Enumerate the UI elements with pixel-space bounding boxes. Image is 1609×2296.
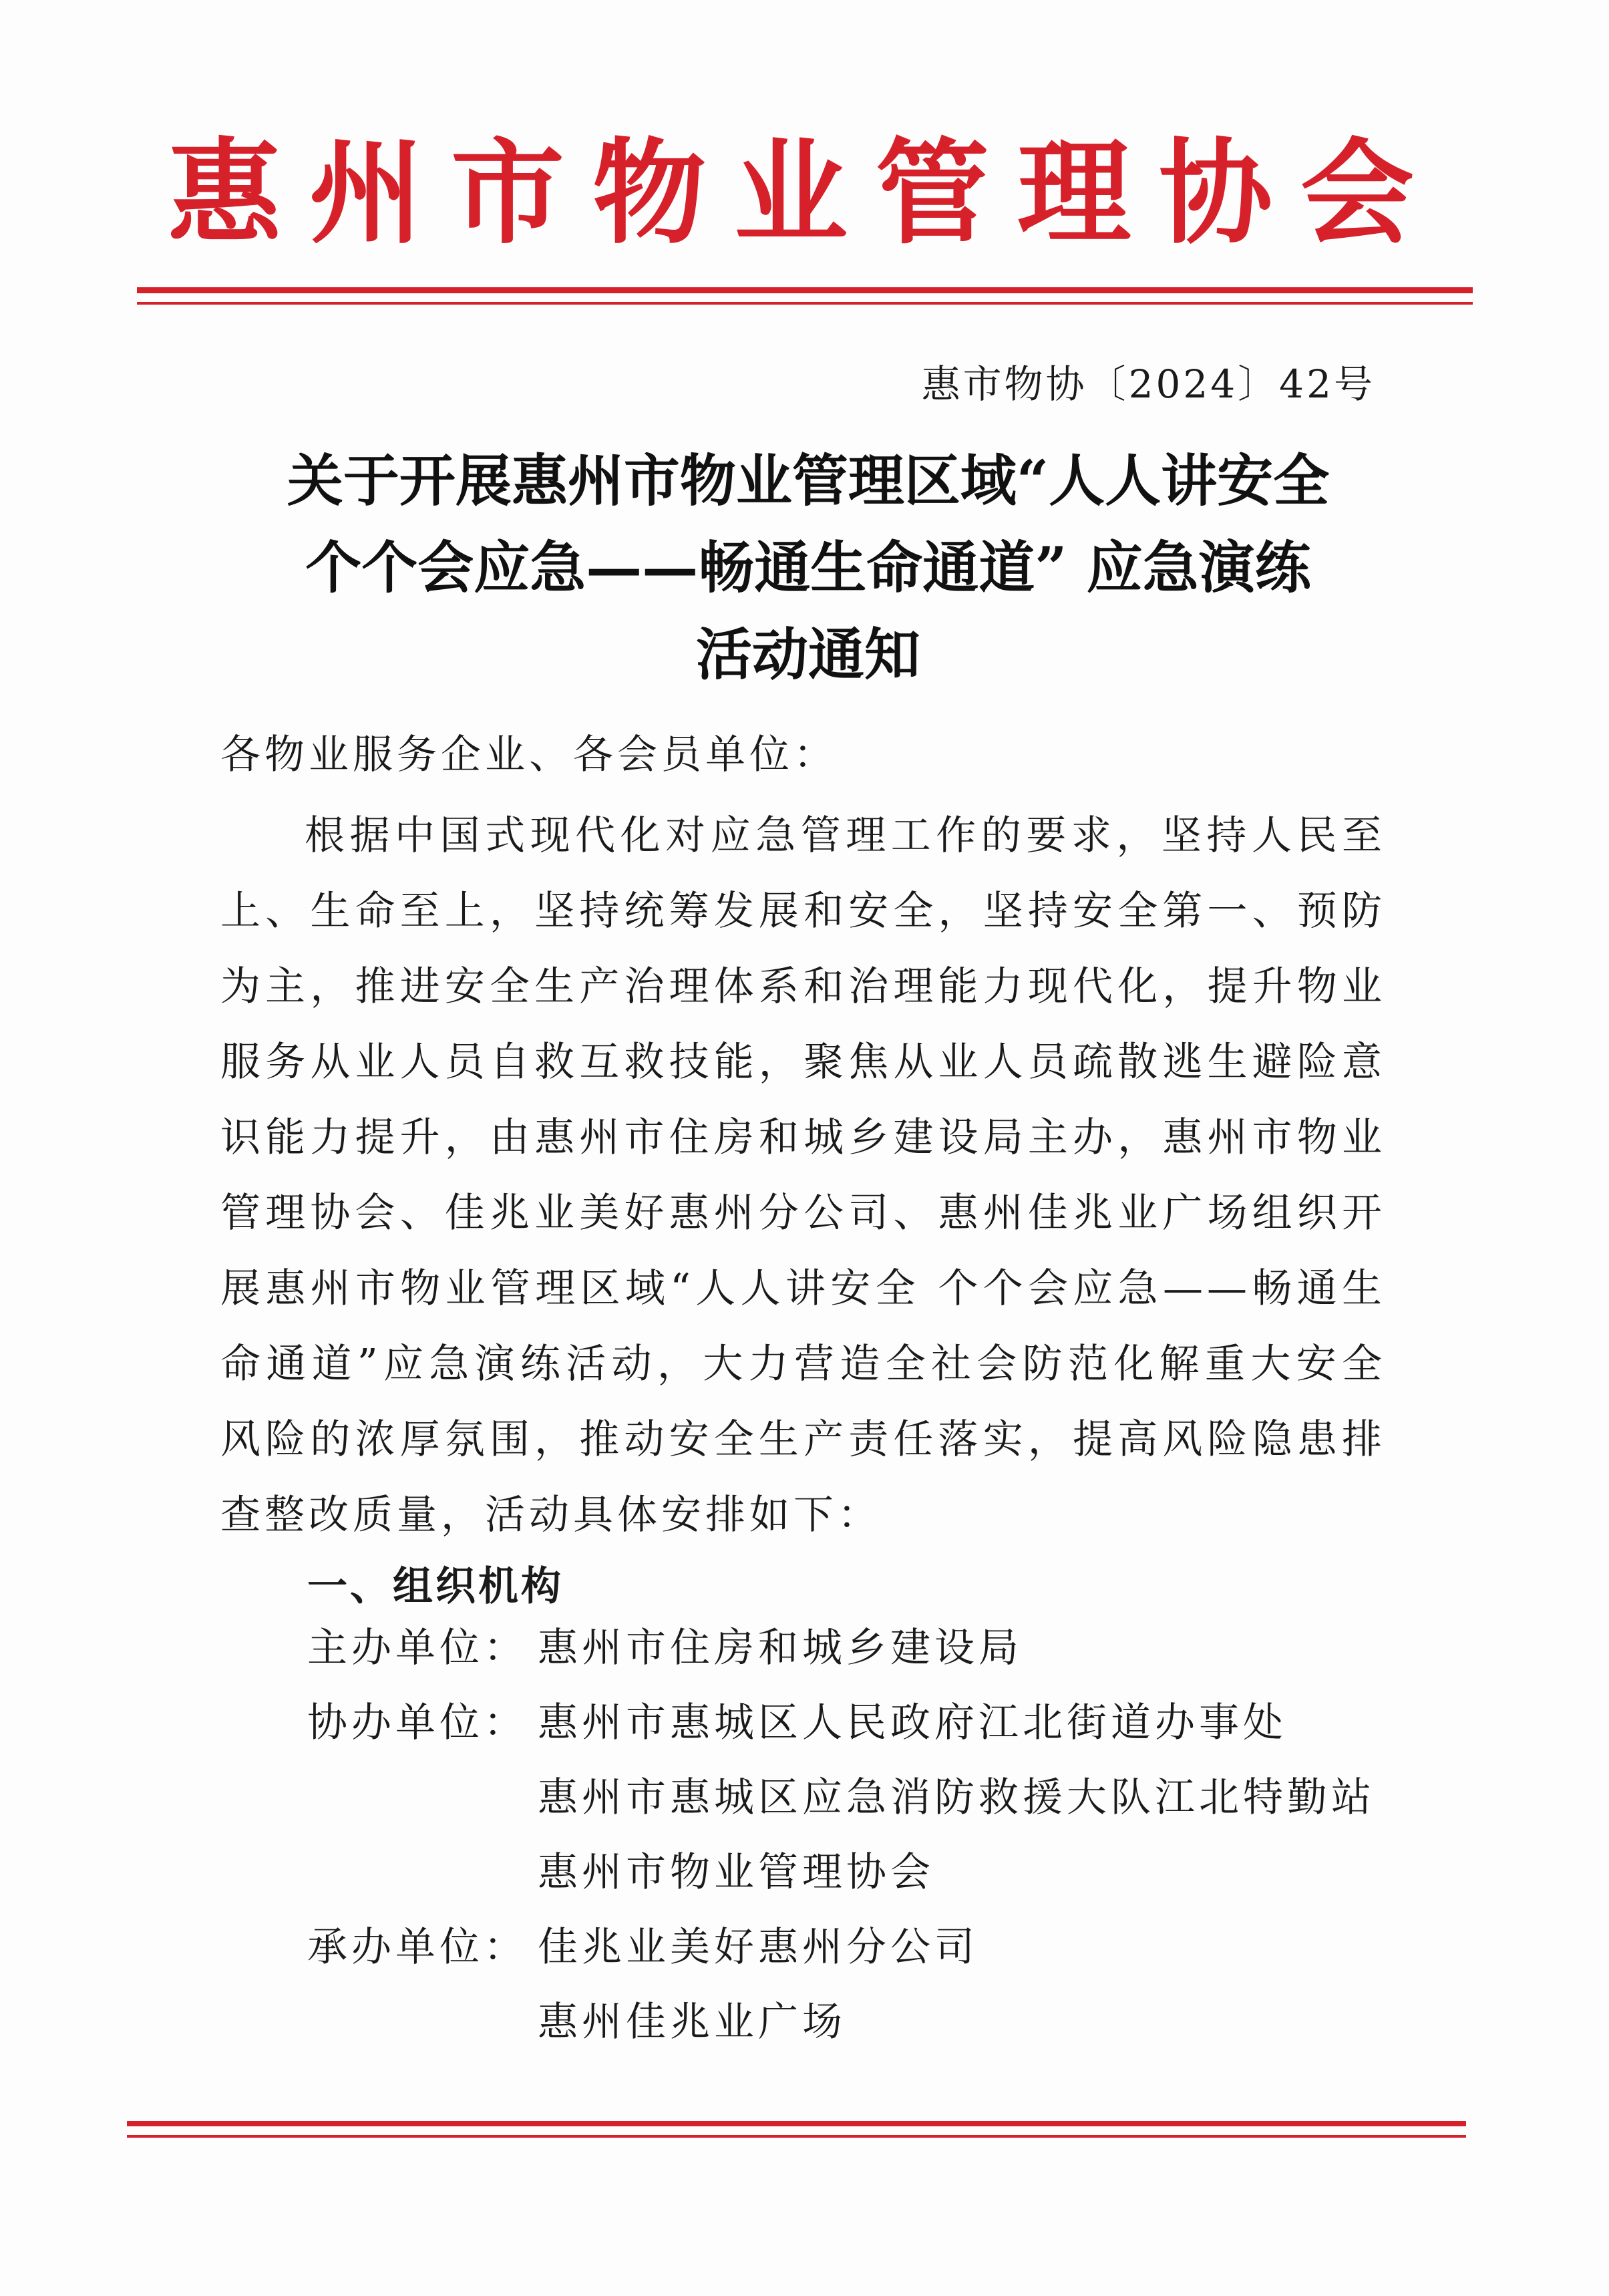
co-organizer-row [307, 1693, 1287, 1753]
title-line: 活动通知 [695, 621, 920, 687]
undertaker-label: 承办单位： [307, 1924, 528, 1971]
title-line: 个个会应急——畅通生命通道” 应急演练 [305, 534, 1311, 601]
host-label: 主办单位： [307, 1625, 528, 1671]
letterhead-rule-thick [137, 287, 1473, 293]
co-organizer-label: 协办单位： [307, 1699, 528, 1746]
host-row [307, 1618, 1023, 1678]
letterhead-rule-thin [137, 302, 1473, 305]
section-heading: 一、组织机构 [307, 1563, 564, 1610]
footer-rule-thick [127, 2121, 1466, 2126]
co-organizer-unit: 惠州市惠城区人民政府江北街道办事处 [538, 1699, 1287, 1746]
host-unit: 惠州市住房和城乡建设局 [538, 1625, 1023, 1671]
co-organizer-unit: 惠州市物业管理协会 [538, 1849, 934, 1896]
salutation: 各物业服务企业、各会员单位： [220, 731, 838, 778]
footer-rule-thin [127, 2135, 1466, 2138]
undertaker-unit: 惠州佳兆业广场 [538, 1999, 846, 2045]
document-number: 惠市物协〔2024〕42号 [921, 361, 1375, 407]
document-title [220, 438, 1396, 698]
undertaker-row [307, 1917, 978, 1977]
body-paragraph: 根据中国式现代化对应急管理工作的要求，坚持人民至上、生命至上，坚持统筹发展和安全，坚持安全第一、预防为主，推进安全生产治理体系和治理能力现代化，提升物业服务从业人员自救互救技能，聚焦从业人员疏散逃生避险意识能力提升，由惠州市住房和城乡建设局主办，惠州市物业管理协会、佳兆业美好惠州分公司、惠州佳兆业广场组织开展惠州市物业管理区域“人人讲安全 个个会应急——畅通生命通道”应急演练活动，大力营造全社会防范化解重大安全风险的浓厚氛围，推动安全生产责任落实，提高风险隐患排查整改质量，活动具体安排如下： [220, 812, 1386, 1538]
letterhead-title: 惠州市物业管理协会 [167, 128, 1442, 260]
undertaker-unit: 佳兆业美好惠州分公司 [538, 1924, 978, 1971]
title-line: 关于开展惠州市物业管理区域“人人讲安全 [287, 448, 1330, 514]
co-organizer-unit: 惠州市惠城区应急消防救援大队江北特勤站 [538, 1774, 1375, 1821]
